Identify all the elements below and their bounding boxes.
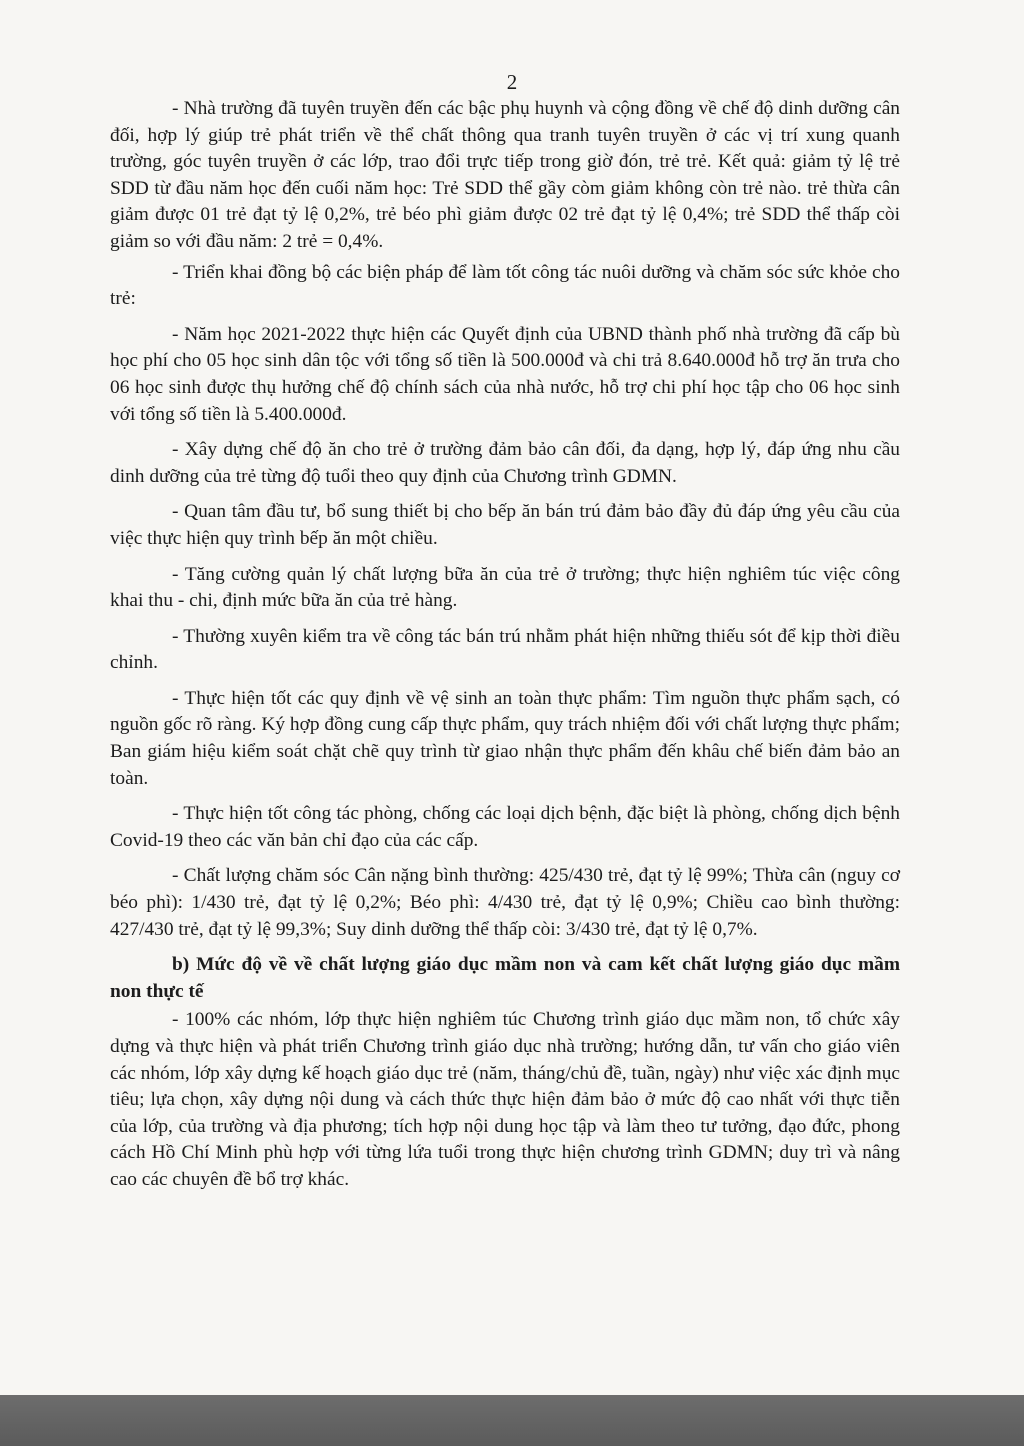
paragraph-education-program: - 100% các nhóm, lớp thực hiện nghiêm túc Chương trình giáo dục mầm non, tổ chức xây dựng và thực hiện và phát triển Chương trình giáo dục nhà trường; hướng dẫn, tư vấn cho giáo viên các nhóm, lớp xây dựng kế hoạch giáo dục trẻ (năm, tháng/chủ đề, tuần, ngày) như việc xác định mục tiêu; lựa chọn, xây dựng nội dung và cách thức thực hiện đảm bảo ở mức độ cao nhất với thực tiễn của lớp, của trường và địa phương; tích hợp nội dung học tập và làm theo tư tưởng, đạo đức, phong cách Hồ Chí Minh phù hợp với từng lứa tuổi trong thực hiện chương trình GDMN; duy trì và nâng cao các chuyên đề bổ trợ khác. (110, 1009, 900, 1190)
paragraph-disease-prevention: - Thực hiện tốt công tác phòng, chống các loại dịch bệnh, đặc biệt là phòng, chống dịch bệnh Covid-19 theo các văn bản chỉ đạo của các cấp. (110, 803, 900, 851)
paragraph-tuition-support: - Năm học 2021-2022 thực hiện các Quyết định của UBND thành phố nhà trường đã cấp bù học phí cho 05 học sinh dân tộc với tổng số tiền là 500.000đ và chi trả 8.640.000đ hỗ trợ ăn trưa cho 06 học sinh được thụ hưởng chế độ chính sách của nhà nước, hỗ trợ chi phí học tập cho 06 học sinh với tổng số tiền là 5.400.000đ. (110, 323, 900, 425)
paragraph-meal-plan: - Xây dựng chế độ ăn cho trẻ ở trường đảm bảo cân đối, đa dạng, hợp lý, đáp ứng nhu cầu dinh dưỡng của trẻ từng độ tuổi theo quy định của Chương trình GDMN. (110, 439, 900, 487)
paragraph-kitchen-equipment: - Quan tâm đầu tư, bổ sung thiết bị cho bếp ăn bán trú đảm bảo đầy đủ đáp ứng yêu cầu của việc thực hiện quy trình bếp ăn một chiều. (110, 501, 900, 549)
section-b-heading: b) Mức độ về về chất lượng giáo dục mầm non và cam kết chất lượng giáo dục mầm non thực tế (110, 954, 900, 1002)
paragraph-inspection: - Thường xuyên kiểm tra về công tác bán trú nhằm phát hiện những thiếu sót để kịp thời điều chỉnh. (110, 625, 900, 674)
paragraph-nutrition-measures: - Triển khai đồng bộ các biện pháp để làm tốt công tác nuôi dưỡng và chăm sóc sức khỏe cho trẻ: (110, 261, 900, 310)
page-number: 2 (506, 70, 518, 94)
paragraph-food-safety: - Thực hiện tốt các quy định về vệ sinh an toàn thực phẩm: Tìm nguồn thực phẩm sạch, có nguồn gốc rõ ràng. Ký hợp đồng cung cấp thực phẩm, quy trách nhiệm đối với chất lượng thực phẩm; Ban giám hiệu kiểm soát chặt chẽ quy trình từ giao nhận thực phẩm đến khâu chế biến đảm bảo an toàn. (110, 687, 900, 789)
paragraph-care-quality: - Chất lượng chăm sóc Cân nặng bình thường: 425/430 trẻ, đạt tỷ lệ 99%; Thừa cân (nguy cơ béo phì): 1/430 trẻ, đạt tỷ lệ 0,2%; Béo phì: 4/430 trẻ, đạt tỷ lệ 0,9%; Chiều cao bình thường: 427/430 trẻ, đạt tỷ lệ 99,3%; Suy dinh dưỡng thể thấp còi: 3/430 trẻ, đạt tỷ lệ 0,7%. (110, 865, 900, 940)
scan-bottom-border (0, 1395, 1024, 1446)
document-body (110, 96, 900, 1203)
paragraph-meal-quality: - Tăng cường quản lý chất lượng bữa ăn của trẻ ở trường; thực hiện nghiêm túc việc công khai thu - chi, định mức bữa ăn của trẻ hàng. (110, 563, 900, 612)
paragraph-parent-communication: - Nhà trường đã tuyên truyền đến các bậc phụ huynh và cộng đồng về chế độ dinh dưỡng cân đối, hợp lý giúp trẻ phát triển về thể chất thông qua tranh tuyên truyền ở các vị trí xung quanh trường, góc tuyên truyền ở các lớp, trao đổi trực tiếp trong giờ đón, trẻ trẻ. Kết quả: giảm tỷ lệ trẻ SDD từ đầu năm học đến cuối năm học: Trẻ SDD thể gầy còm giảm không còn trẻ nào. trẻ thừa cân giảm được 01 trẻ đạt tỷ lệ 0,2%, trẻ béo phì giảm được 02 trẻ đạt tỷ lệ 0,4%; trẻ SDD thể thấp còi giảm so với đầu năm: 2 trẻ = 0,4%. (110, 98, 900, 252)
